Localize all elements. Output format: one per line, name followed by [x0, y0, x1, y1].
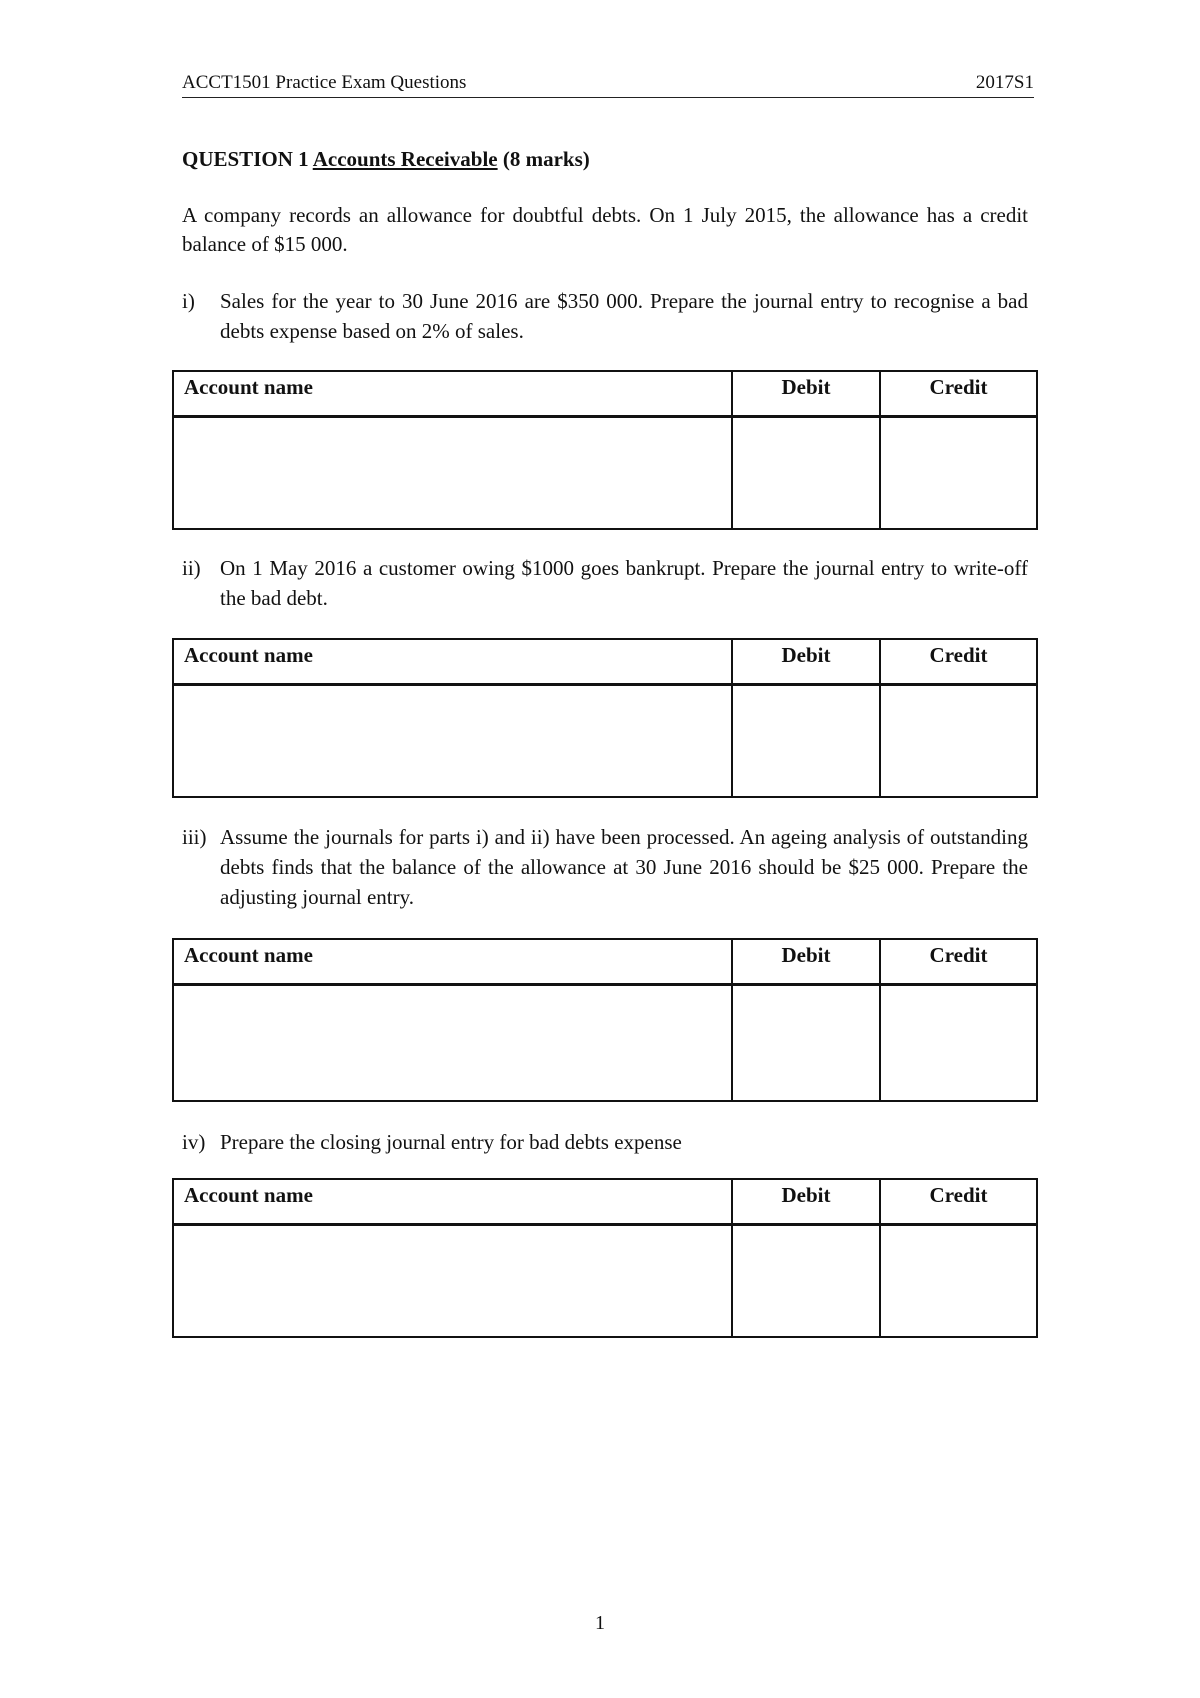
column-header-account: Account name [173, 639, 732, 685]
question-prefix: QUESTION 1 [182, 147, 309, 171]
journal-table-part-iv [172, 1178, 1038, 1338]
debit-cell[interactable] [732, 1225, 880, 1338]
column-header-debit: Debit [732, 639, 880, 685]
table-row [173, 1225, 1037, 1338]
column-header-account: Account name [173, 371, 732, 417]
column-header-credit: Credit [880, 1179, 1037, 1225]
part-number: iv) [182, 1130, 206, 1154]
page-header [182, 72, 1034, 98]
journal-table-part-i [172, 370, 1038, 530]
debit-cell[interactable] [732, 985, 880, 1102]
credit-cell[interactable] [880, 685, 1037, 798]
account-cell[interactable] [173, 985, 732, 1102]
header-course-title: ACCT1501 Practice Exam Questions [182, 72, 467, 93]
journal-table-part-ii [172, 638, 1038, 798]
part-ii [182, 553, 1028, 613]
account-cell[interactable] [173, 685, 732, 798]
part-number: ii) [182, 556, 201, 580]
account-cell[interactable] [173, 417, 732, 530]
part-i [182, 286, 1028, 346]
table-row [173, 985, 1037, 1102]
column-header-credit: Credit [880, 371, 1037, 417]
part-text: Prepare the closing journal entry for bad debts expense [220, 1130, 682, 1154]
part-text: Assume the journals for parts i) and ii) have been processed. An ageing analysis of outstanding debts finds that the balance of the allowance at 30 June 2016 should be $25 000. Prepare the adjusting journal entry. [220, 825, 1028, 909]
question-topic: Accounts Receivable [312, 147, 498, 171]
credit-cell[interactable] [880, 1225, 1037, 1338]
part-text: On 1 May 2016 a customer owing $1000 goes bankrupt. Prepare the journal entry to write-off the bad debt. [220, 556, 1028, 610]
column-header-account: Account name [173, 1179, 732, 1225]
account-cell[interactable] [173, 1225, 732, 1338]
debit-cell[interactable] [732, 417, 880, 530]
part-iv [182, 1127, 1028, 1157]
part-iii [182, 822, 1028, 912]
column-header-credit: Credit [880, 939, 1037, 985]
question-intro: A company records an allowance for doubtful debts. On 1 July 2015, the allowance has a credit balance of $15 000. [182, 203, 1028, 256]
debit-cell[interactable] [732, 685, 880, 798]
column-header-account: Account name [173, 939, 732, 985]
journal-table-part-iii [172, 938, 1038, 1102]
column-header-debit: Debit [732, 939, 880, 985]
credit-cell[interactable] [880, 985, 1037, 1102]
part-text: Sales for the year to 30 June 2016 are $350 000. Prepare the journal entry to recognise a bad debts expense based on 2% of sales. [220, 289, 1028, 343]
table-row [173, 685, 1037, 798]
header-semester: 2017S1 [975, 72, 1034, 93]
column-header-debit: Debit [732, 1179, 880, 1225]
part-number: iii) [182, 825, 207, 849]
page-number: 1 [595, 1612, 605, 1634]
column-header-credit: Credit [880, 639, 1037, 685]
part-number: i) [182, 289, 195, 313]
question-marks: (8 marks) [502, 147, 590, 171]
table-row [173, 417, 1037, 530]
question-title [182, 147, 590, 172]
credit-cell[interactable] [880, 417, 1037, 530]
column-header-debit: Debit [732, 371, 880, 417]
